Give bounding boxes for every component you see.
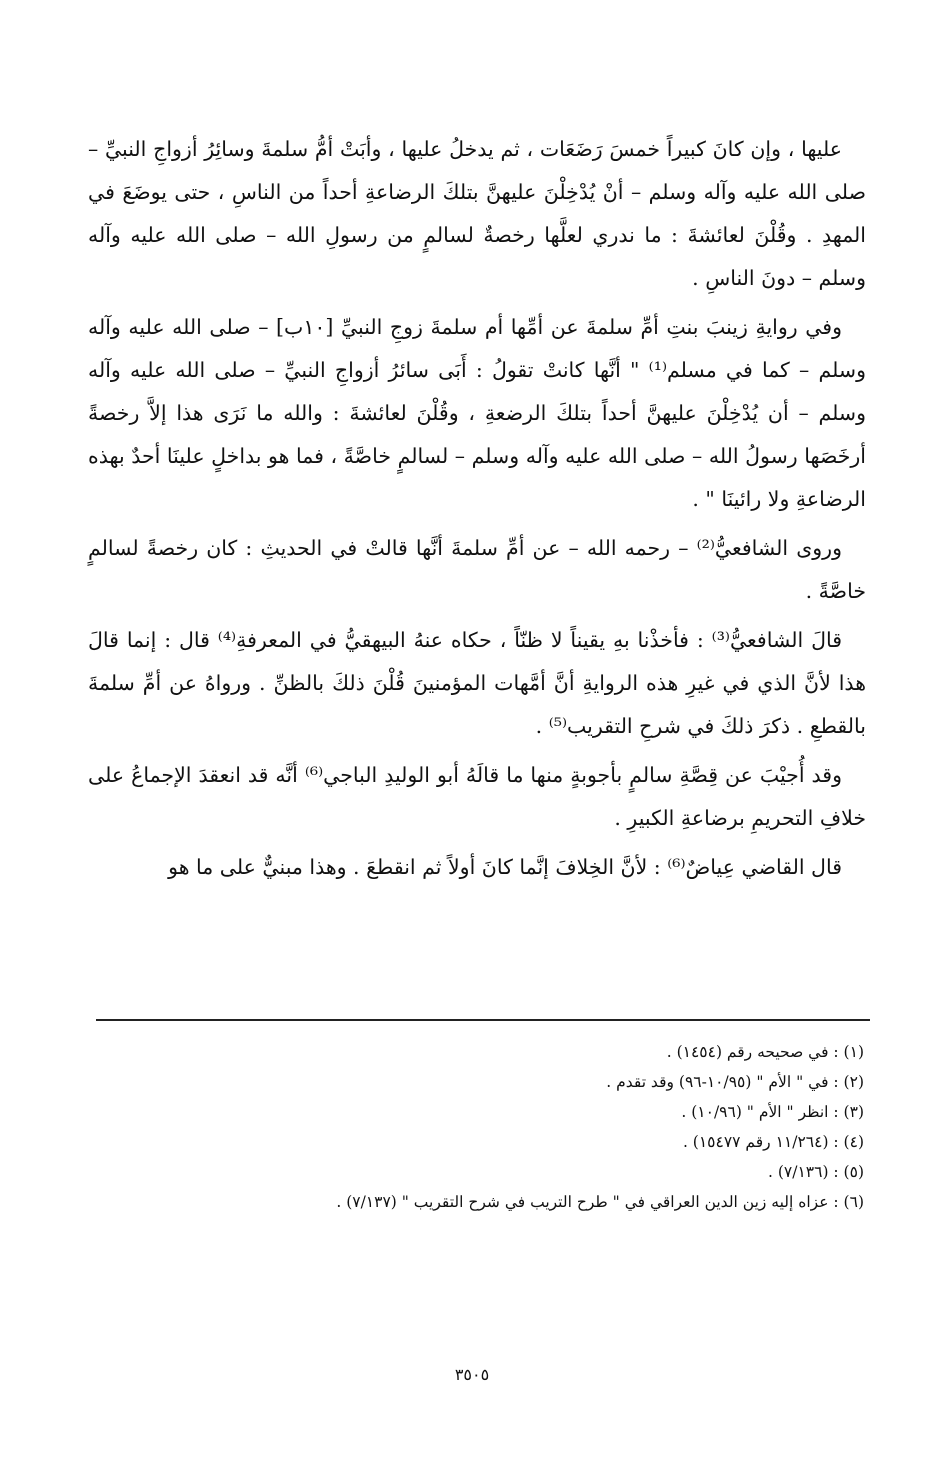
paragraph: وقد أُجيْبَ عن قِصَّةِ سالمٍ بأجوبةٍ منها ما قالَهُ أبو الوليدِ الباجي⁽⁶⁾ أنَّه قد انعقدَ الإجماعُ على خلافِ التحريمِ برضاعةِ الكبيرِ . xyxy=(88,763,866,830)
paragraph: وفي روايةِ زينبَ بنتِ أمِّ سلمةَ عن أمِّها أم سلمةَ زوجِ النبيِّ [١٠ب] – صلى الله عليه وآله وسلم – كما في مسلم⁽¹⁾ " أنَّها كانتْ تقولُ : أَبَى سائرُ أزواجِ النبيِّ – صلى الله عليه وآله وسلم – أن يُدْخِلْنَ عليهنَّ أحداً بتلكَ الرضعةِ ، وقُلْنَ لعائشةَ : والله ما نَرَى هذا إلاَّ رخصةً أرخَصَها رسولُ الله – صلى الله عليه وآله وسلم – لسالمٍ خاصَّةً ، فما هو بداخلٍ علينَا أحدٌ بهذه الرضاعةِ ولا رائينَا " . xyxy=(88,315,866,511)
footnote: (٦) : عزاه إليه زين الدين العراقي في " طرح التريب في شرح التقريب " (٧/١٣٧) . xyxy=(336,1193,864,1211)
footnote: (٤) : (١١/٢٦٤ رقم ١٥٤٧٧) . xyxy=(682,1133,864,1151)
page-number: ٣٥٠٥ xyxy=(454,1365,490,1384)
footnote: (٣) : انظر " الأم " (١٠/٩٦) . xyxy=(681,1103,864,1121)
footnote: (٢) : في " الأم " (١٠/٩٥-٩٦) وقد تقدم . xyxy=(606,1073,864,1091)
paragraph: قالَ الشافعيُّ⁽³⁾ : فأخذْنا بهِ يقيناً لا ظنّاً ، حكاه عنهُ البيهقيُّ في المعرفةِ⁽⁴⁾ قال : إنما قالَ هذا لأنَّ الذي في غيرِ هذه الروايةِ أنَّ أمَّهات المؤمنينَ قُلْنَ ذلكَ بالظنِّ . ورواهُ عن أمِّ سلمةَ بالقطعِ . ذكرَ ذلكَ في شرحِ التقريب⁽⁵⁾ . xyxy=(88,628,866,738)
main-text xyxy=(88,128,866,895)
paragraph: عليها ، وإن كانَ كبيراً خمسَ رَضَعَات ، ثم يدخلُ عليها ، وأبَتْ أمُّ سلمةَ وسائِرُ أزواجِ النبيِّ – صلى الله عليه وآله وسلم – أنْ يُدْخِلْنَ عليهنَّ بتلكَ الرضاعةِ أحداً من الناسِ ، حتى يوضَعَ في المهدِ . وقُلْنَ لعائشةَ : ما ندري لعلَّها رخصةٌ لسالمٍ من رسولِ الله – صلى الله عليه وآله وسلم – دونَ الناسِ . xyxy=(88,137,866,290)
footnote: (٥) : (٧/١٣٦) . xyxy=(768,1163,864,1181)
paragraph: قال القاضي عِياضٌ⁽⁶⁾ : لأنَّ الخِلافَ إنَّما كانَ أولاً ثم انقطعَ . وهذا مبنيٌّ على ما هو xyxy=(168,855,842,879)
footnote: (١) : في صحيحه رقم (١٤٥٤) . xyxy=(666,1043,864,1061)
footnotes xyxy=(88,1037,864,1217)
paragraph: وروى الشافعيُّ⁽²⁾ – رحمه الله – عن أمِّ سلمةَ أنَّها قالتْ في الحديثِ : كان رخصةً لسالمٍ خاصَّةً . xyxy=(88,536,866,603)
footnote-divider xyxy=(96,1019,870,1021)
